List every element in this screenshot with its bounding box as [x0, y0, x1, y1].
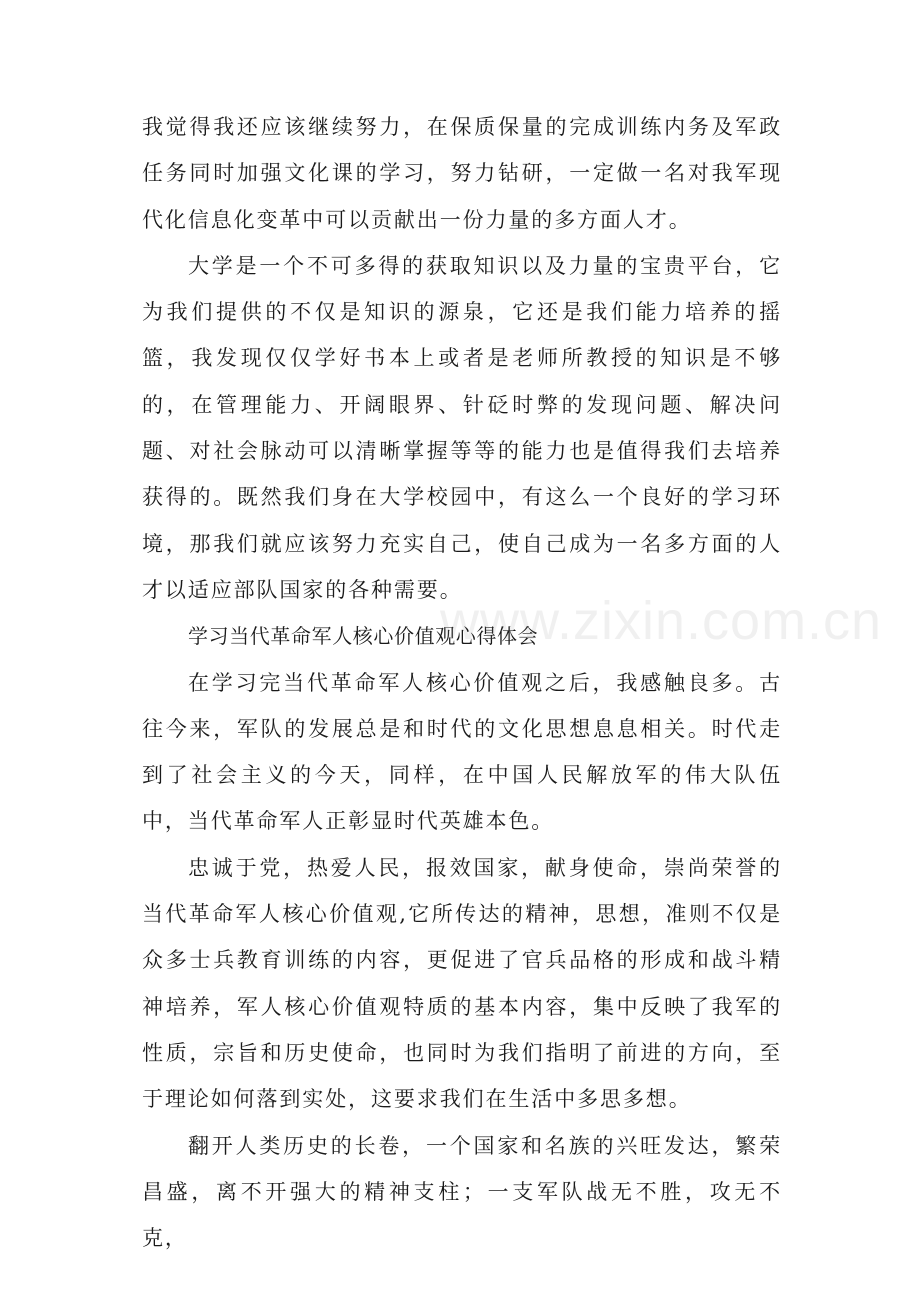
site-watermark: www.zixin.com.cn [440, 591, 883, 651]
paragraph-university-platform: 大学是一个不可多得的获取知识以及力量的宝贵平台，它为我们提供的不仅是知识的源泉，它还是我们能力培养的摇篮，我发现仅仅学好书本上或者是老师所教授的知识是不够的，在管理能力、开阔眼界、针砭时弊的发现问题、解决问题、对社会脉动可以清晰掌握等等的能力也是值得我们去培养获得的。既然我们身在大学校园中，有这么一个良好的学习环境，那我们就应该努力充实自己，使自己成为一名多方面的人才以适应部队国家的各种需要。 [142, 253, 782, 602]
document-body [142, 104, 782, 1261]
paragraph-core-values-content: 忠诚于党，热爱人民，报效国家，献身使命，崇尚荣誉的当代革命军人核心价值观,它所传达的精神，思想，准则不仅是众多士兵教育训练的内容，更促进了官兵品格的形成和战斗精神培养，军人核心价值观特质的基本内容，集中反映了我军的性质，宗旨和历史使命，也同时为我们指明了前进的方向，至于理论如何落到实处，这要求我们在生活中多思多想。 [142, 855, 782, 1112]
paragraph-history-scroll: 翻开人类历史的长卷，一个国家和名族的兴旺发达，繁荣昌盛，离不开强大的精神支柱；一支军队战无不胜，攻无不克， [142, 1133, 782, 1251]
paragraph-core-values-intro: 在学习完当代革命军人核心价值观之后，我感触良多。古往今来，军队的发展总是和时代的文化思想息息相关。时代走到了社会主义的今天，同样，在中国人民解放军的伟大队伍中，当代革命军人正彰显时代英雄本色。 [142, 670, 782, 834]
paragraph-intro-continuation: 我觉得我还应该继续努力，在保质保量的完成训练内务及军政任务同时加强文化课的学习，努力钻研，一定做一名对我军现代化信息化变革中可以贡献出一份力量的多方面人才。 [142, 115, 782, 232]
section-title: 学习当代革命军人核心价值观心得体会 [188, 624, 539, 649]
